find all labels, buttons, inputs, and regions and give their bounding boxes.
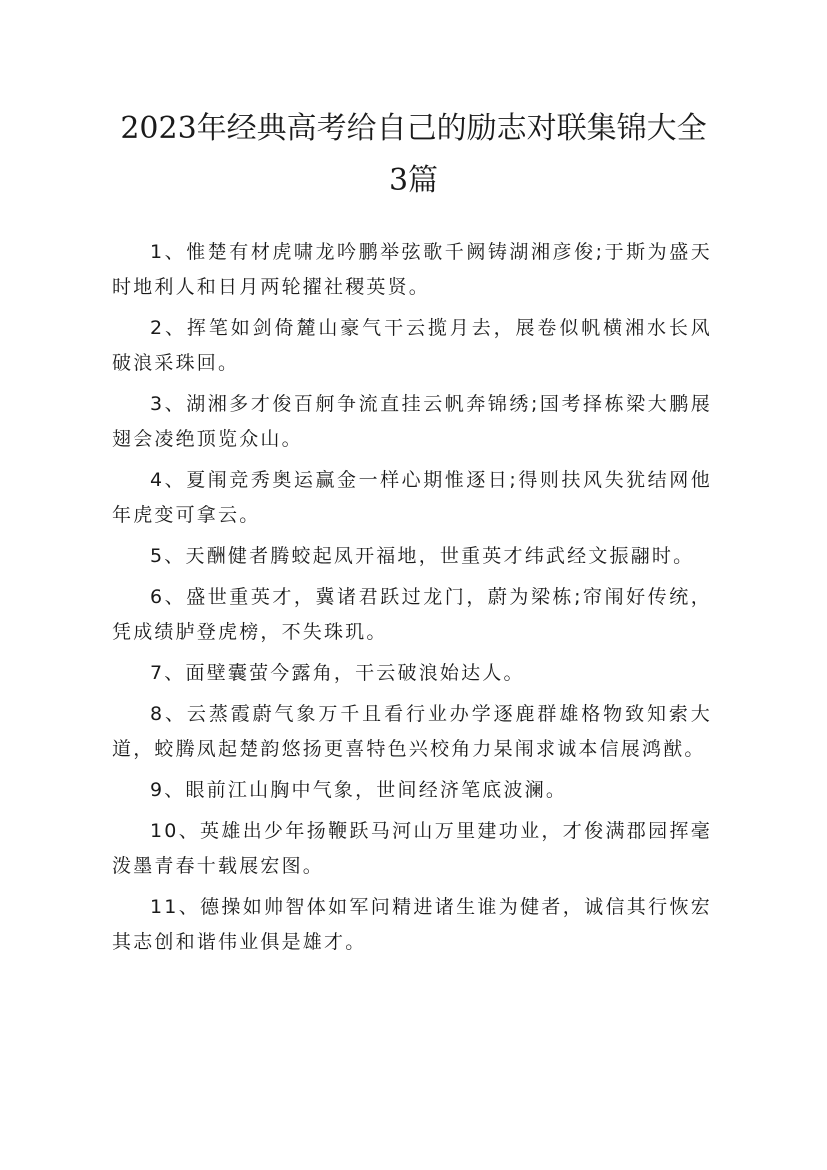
couplet-paragraph-10: 10、英雄出少年扬鞭跃马河山万里建功业，才俊满郡园挥毫泼墨青春十载展宏图。 [112,820,712,877]
couplet-paragraph-11: 11、德操如帅智体如军问精进诸生谁为健者，诚信其行恢宏其志创和谐伟业俱是雄才。 [112,896,712,953]
couplet-paragraph-6: 6、盛世重英才，冀诸君跃过龙门，蔚为梁栋;帘闱好传统，凭成绩胪登虎榜，不失珠玑。 [112,586,712,643]
couplet-paragraph-3: 3、湖湘多才俊百舸争流直挂云帆奔锦绣;国考择栋梁大鹏展翅会凌绝顶览众山。 [112,393,712,450]
couplet-paragraph-2: 2、挥笔如剑倚麓山豪气干云揽月去，展卷似帆横湘水长风破浪采珠回。 [112,317,712,374]
couplet-paragraph-5: 5、天酬健者腾蛟起凤开福地，世重英才纬武经文振翮时。 [150,545,695,567]
couplet-paragraph-8: 8、云蒸霞蔚气象万千且看行业办学逐鹿群雄格物致知索大道，蛟腾凤起楚韵悠扬更喜特色兴校角力杲闱求诚本信展鸿猷。 [112,703,712,760]
couplet-paragraph-9: 9、眼前江山胸中气象，世间经济笔底波澜。 [150,779,568,801]
couplet-paragraph-7: 7、面壁囊萤今露角，干云破浪始达人。 [150,662,525,684]
document-body [112,235,712,966]
couplet-paragraph-4: 4、夏闱竞秀奥运赢金一样心期惟逐日;得则扶风失犹结网他年虎变可拿云。 [112,469,712,526]
document-title: 2023年经典高考给自己的励志对联集锦大全3篇 [120,111,707,198]
couplet-paragraph-1: 1、惟楚有材虎啸龙吟鹏举弦歌千阙铸湖湘彦俊;于斯为盛天时地利人和日月两轮擢社稷英贤。 [112,241,712,298]
